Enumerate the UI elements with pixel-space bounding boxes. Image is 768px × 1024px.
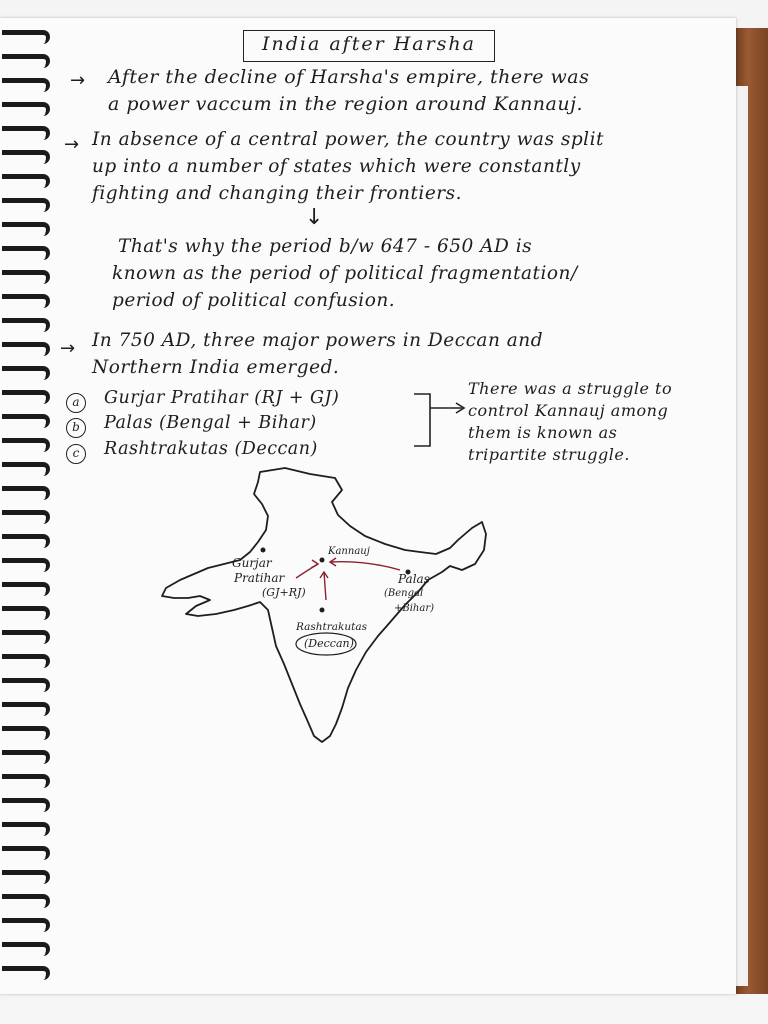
spiral-coil xyxy=(2,294,50,308)
spiral-coil xyxy=(2,630,50,644)
grouping-brace xyxy=(410,386,474,456)
text-line-1: After the decline of Harsha's empire, there was xyxy=(108,66,590,88)
spiral-coil xyxy=(2,174,50,188)
label-palas-region-1: (Bengal xyxy=(384,588,424,599)
spiral-coil xyxy=(2,654,50,668)
spiral-coil xyxy=(2,390,50,404)
spiral-coil xyxy=(2,30,50,44)
note-line-1: There was a struggle to xyxy=(468,379,673,398)
bullet-arrow-2: → xyxy=(64,134,80,155)
text-line-8: period of political confusion. xyxy=(112,290,396,311)
arrow-rashtrakutas-to-kannauj xyxy=(324,572,326,600)
spiral-coil xyxy=(2,102,50,116)
spiral-coil xyxy=(2,846,50,860)
background-bottom xyxy=(0,994,768,1024)
spiral-coil xyxy=(2,366,50,380)
note-line-4: tripartite struggle. xyxy=(468,445,630,464)
label-rashtrakutas: Rashtrakutas xyxy=(296,621,368,633)
bullet-b: b xyxy=(66,418,86,438)
spiral-coil xyxy=(2,702,50,716)
spiral-coil xyxy=(2,750,50,764)
spiral-coil xyxy=(2,870,50,884)
label-rashtrakutas-region: (Deccan) xyxy=(304,637,354,650)
spiral-coil xyxy=(2,414,50,428)
spiral-coil xyxy=(2,438,50,452)
spiral-coil xyxy=(2,558,50,572)
india-map-sketch xyxy=(150,460,510,750)
spiral-coil xyxy=(2,270,50,284)
spiral-coil xyxy=(2,510,50,524)
text-line-6: That's why the period b/w 647 - 650 AD is xyxy=(118,236,533,257)
spiral-coil xyxy=(2,894,50,908)
page-title: India after Harsha xyxy=(261,33,476,55)
text-line-2: a power vaccum in the region around Kannauj. xyxy=(108,93,584,115)
spiral-coil xyxy=(2,918,50,932)
spiral-coil xyxy=(2,678,50,692)
spiral-coil xyxy=(2,150,50,164)
spiral-coil xyxy=(2,582,50,596)
spiral-coil xyxy=(2,342,50,356)
note-line-3: them is known as xyxy=(468,423,618,442)
spiral-coil xyxy=(2,54,50,68)
text-line-3: In absence of a central power, the country was split xyxy=(92,129,604,150)
spiral-coil xyxy=(2,78,50,92)
spiral-coil xyxy=(2,318,50,332)
spiral-coil xyxy=(2,774,50,788)
text-line-10: Northern India emerged. xyxy=(92,357,340,378)
spiral-coil xyxy=(2,222,50,236)
down-arrow: ↓ xyxy=(305,205,324,230)
list-item-a: Gurjar Pratihar (RJ + GJ) xyxy=(104,388,340,408)
spiral-coil xyxy=(2,198,50,212)
arrow-palas-to-kannauj xyxy=(330,562,400,570)
bullet-arrow-1: → xyxy=(70,70,86,91)
spiral-coil xyxy=(2,606,50,620)
label-palas-region-2: +Bihar) xyxy=(394,603,435,614)
spiral-coil xyxy=(2,726,50,740)
spiral-coil xyxy=(2,462,50,476)
text-line-9: In 750 AD, three major powers in Deccan and xyxy=(92,330,544,351)
note-line-2: control Kannauj among xyxy=(468,401,669,420)
spiral-coil xyxy=(2,246,50,260)
list-item-c: Rashtrakutas (Deccan) xyxy=(104,439,318,459)
text-line-5: fighting and changing their frontiers. xyxy=(92,183,462,204)
spiral-coil xyxy=(2,798,50,812)
text-line-7: known as the period of political fragmentation/ xyxy=(112,263,578,284)
spiral-coil xyxy=(2,126,50,140)
bullet-arrow-3: → xyxy=(60,338,76,359)
spiral-coil xyxy=(2,966,50,980)
spiral-coil xyxy=(2,822,50,836)
title-box xyxy=(243,30,495,62)
spiral-coil xyxy=(2,534,50,548)
spiral-coil xyxy=(2,486,50,500)
label-gurjar: Gurjar xyxy=(232,556,272,570)
spiral-binding xyxy=(0,30,50,990)
spiral-coil xyxy=(2,942,50,956)
label-pratihar: Pratihar xyxy=(234,571,285,585)
bullet-a: a xyxy=(66,393,86,413)
rashtrakutas-dot xyxy=(320,608,325,613)
label-palas: Palas xyxy=(398,572,430,586)
gurjar-dot xyxy=(261,548,266,553)
label-kannauj: Kannauj xyxy=(328,546,370,557)
list-item-b: Palas (Bengal + Bihar) xyxy=(104,413,317,433)
bullet-c: c xyxy=(66,444,86,464)
india-outline xyxy=(162,468,486,742)
text-line-4: up into a number of states which were constantly xyxy=(92,156,581,177)
label-gurjar-region: (GJ+RJ) xyxy=(262,586,306,599)
kannauj-dot xyxy=(320,558,325,563)
